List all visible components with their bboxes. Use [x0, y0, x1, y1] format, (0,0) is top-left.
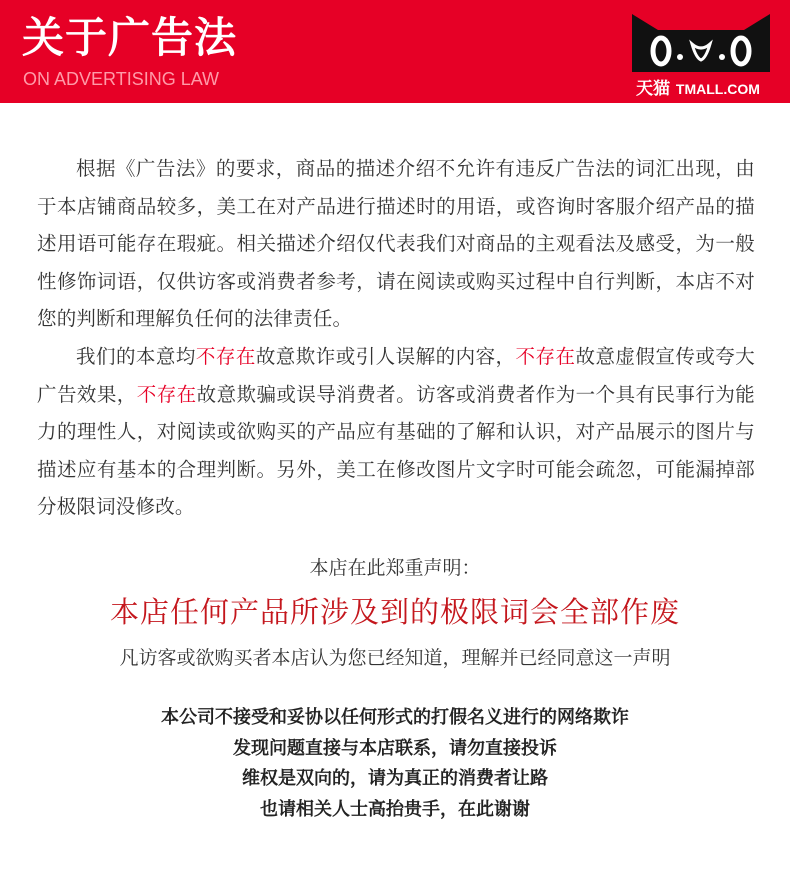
declaration-main: 本店任何产品所涉及到的极限词会全部作废 — [109, 595, 680, 629]
p2-text-4: 故意欺骗或误导消费者。访客或消费者作为一个具有民事行为能力的理性人，对阅读或欲购买的产品应有基础的了解和认识，对产品展示的图片与描述应有基本的合理判断。另外，美工在修改图片文字时可能会疏忽，可能漏掉部分极限词没修改。 — [37, 382, 755, 519]
p2-highlight-3: 不存在 — [136, 382, 197, 406]
p2-highlight-2: 不存在 — [515, 344, 576, 368]
page-title: 关于广告法 — [22, 13, 238, 62]
closing-statements — [0, 703, 790, 825]
closing-line: 也请相关人士高抬贵手，在此谢谢 — [260, 798, 530, 820]
header-banner — [0, 0, 790, 103]
declaration-note: 凡访客或欲购买者本店认为您已经知道，理解并已经同意这一声明 — [119, 647, 671, 669]
closing-line: 本公司不接受和妥协以任何形式的打假名义进行的网络欺诈 — [161, 707, 629, 728]
tmall-brand — [636, 74, 760, 99]
p2-text-1: 我们的本意均 — [76, 344, 196, 368]
p2-text-3: 故意虚假宣传或夸大广告效果， — [37, 344, 755, 406]
brand-cn: 天猫 — [636, 79, 670, 99]
closing-line: 维权是双向的，请为真正的消费者让路 — [242, 768, 548, 789]
p2-highlight-1: 不存在 — [195, 344, 256, 368]
brand-domain: TMALL.COM — [675, 81, 760, 97]
paragraph-2 — [37, 338, 755, 526]
notice-body — [37, 150, 755, 526]
p2-text-2: 故意欺诈或引人误解的内容， — [255, 344, 516, 368]
paragraph-1: 根据《广告法》的要求，商品的描述介绍不允许有违反广告法的词汇出现，由于本店铺商品较多，美工在对产品进行描述时的用语，或咨询时客服介绍产品的描述用语可能存在瑕疵。相关描述介绍仅代表我们对商品的主观看法及感受，为一般性修饰词语，仅供访客或消费者参考，请在阅读或购买过程中自行判断，本店不对您的判断和理解负任何的法律责任。 — [37, 157, 755, 331]
page-subtitle: ON ADVERTISING LAW — [23, 69, 220, 89]
declaration-intro: 本店在此郑重声明： — [309, 557, 481, 579]
closing-line: 发现问题直接与本店联系，请勿直接投诉 — [233, 737, 557, 759]
